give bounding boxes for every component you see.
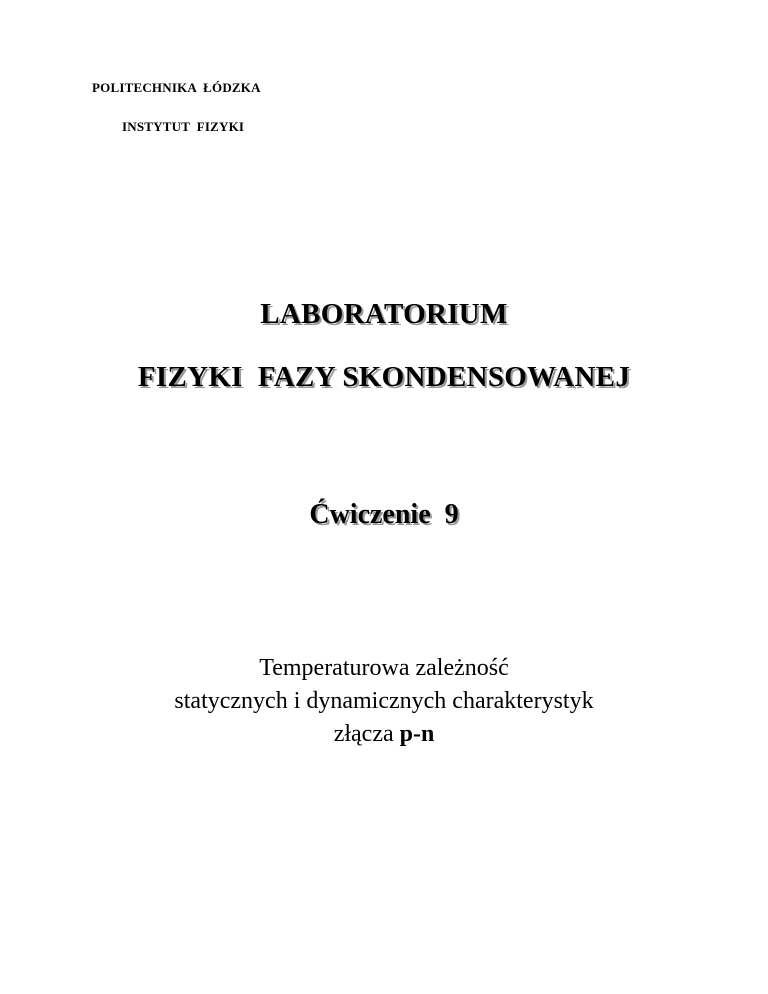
subject-line-3 (0, 720, 768, 749)
laboratory-subtitle: FIZYKI FAZY SKONDENSOWANEJ (137, 361, 631, 393)
laboratory-title: LABORATORIUM (260, 298, 508, 330)
subject-line-1: Temperaturowa zależność (259, 655, 509, 681)
exercise-number: 9 (444, 499, 459, 530)
institute-name: INSTYTUT FIZYKI (122, 119, 245, 134)
exercise-label: Ćwiczenie (309, 499, 445, 530)
subject-line-3-prefix: złącza (333, 721, 400, 747)
university-name: POLITECHNIKA ŁÓDZKA (92, 80, 261, 95)
subject-line-2: statycznych i dynamicznych charakterystyk (174, 688, 594, 714)
subject-line-3-bold: p-n (399, 721, 435, 747)
exercise-heading (0, 499, 768, 531)
